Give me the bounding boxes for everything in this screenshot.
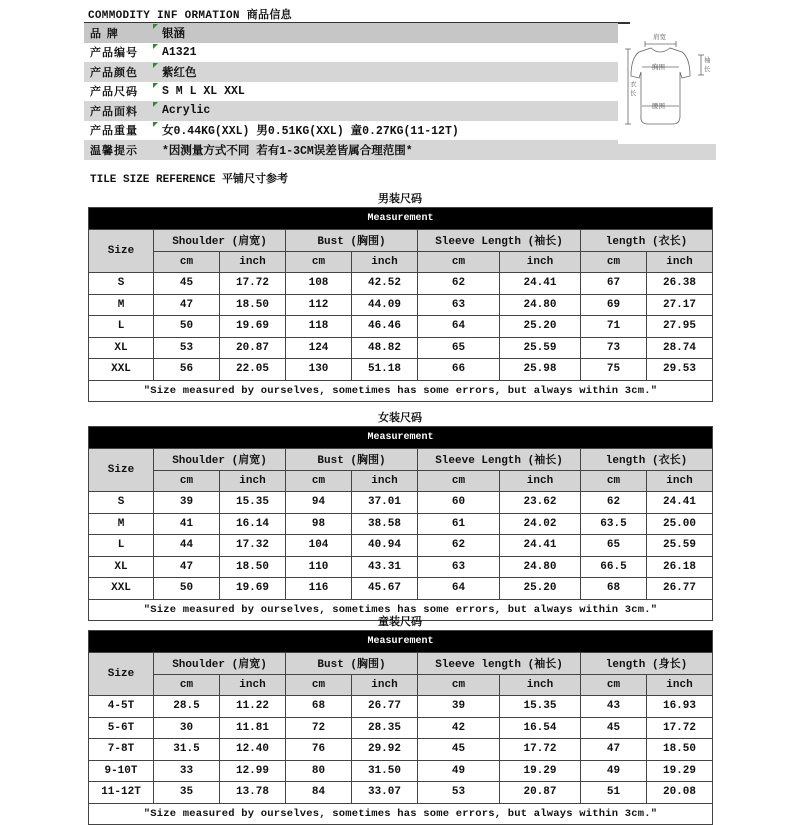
comment-marker-icon	[153, 44, 158, 49]
table-row	[89, 316, 713, 338]
size-cell: XL	[89, 337, 154, 359]
table-row	[89, 337, 713, 359]
table-row	[89, 294, 713, 316]
cell: 47	[154, 294, 220, 316]
unit-header: inch	[220, 470, 286, 492]
cell: 60	[418, 492, 500, 514]
cell: 45	[154, 273, 220, 295]
unit-header: inch	[647, 674, 713, 696]
cell: 15.35	[500, 696, 581, 718]
svg-text:长: 长	[630, 89, 637, 97]
size-cell: 7-8T	[89, 739, 154, 761]
info-value: 紫红色	[162, 66, 197, 80]
cell: 42	[418, 717, 500, 739]
cell: 41	[154, 513, 220, 535]
cell: 124	[286, 337, 352, 359]
shoulder-header: Shoulder (肩宽)	[154, 653, 286, 675]
cell: 66	[418, 359, 500, 381]
cell: 24.41	[500, 273, 581, 295]
cell: 64	[418, 578, 500, 600]
cell: 112	[286, 294, 352, 316]
cell: 18.50	[220, 556, 286, 578]
info-label: 产品颜色	[90, 65, 138, 79]
cell: 17.72	[500, 739, 581, 761]
cell: 35	[154, 782, 220, 804]
cell: 38.58	[352, 513, 418, 535]
cell: 49	[581, 760, 647, 782]
cell: 26.77	[352, 696, 418, 718]
cell: 37.01	[352, 492, 418, 514]
unit-header: cm	[286, 251, 352, 273]
cell: 24.80	[500, 294, 581, 316]
cell: 25.59	[500, 337, 581, 359]
cell: 42.52	[352, 273, 418, 295]
info-label: 产品尺码	[90, 85, 138, 99]
cell: 43.31	[352, 556, 418, 578]
info-label: 产品重量	[90, 124, 138, 138]
unit-header: cm	[418, 251, 500, 273]
size-cell: XXL	[89, 359, 154, 381]
table-row	[89, 556, 713, 578]
cell: 45.67	[352, 578, 418, 600]
cell: 28.35	[352, 717, 418, 739]
cell: 45	[418, 739, 500, 761]
cell: 63	[418, 556, 500, 578]
cell: 23.62	[500, 492, 581, 514]
comment-marker-icon	[153, 102, 158, 107]
cell: 19.29	[647, 760, 713, 782]
waist-label: 腰围	[652, 102, 665, 110]
cell: 62	[418, 535, 500, 557]
cell: 27.95	[647, 316, 713, 338]
unit-header: cm	[286, 674, 352, 696]
info-row-brand	[84, 23, 618, 43]
tshirt-icon	[618, 24, 718, 144]
info-label: 温馨提示	[90, 143, 138, 157]
size-note: "Size measured by ourselves, sometimes has some errors, but always within 3cm."	[89, 599, 713, 620]
cell: 62	[418, 273, 500, 295]
cell: 18.50	[220, 294, 286, 316]
comment-marker-icon	[153, 24, 158, 29]
cell: 29.92	[352, 739, 418, 761]
size-header: Size	[89, 230, 154, 273]
cell: 25.00	[647, 513, 713, 535]
unit-header: cm	[581, 674, 647, 696]
unit-header: cm	[154, 251, 220, 273]
size-cell: M	[89, 513, 154, 535]
table-row	[89, 760, 713, 782]
unit-header: cm	[154, 470, 220, 492]
cell: 50	[154, 578, 220, 600]
table-row	[89, 359, 713, 381]
cell: 25.98	[500, 359, 581, 381]
cell: 19.69	[220, 316, 286, 338]
cell: 11.22	[220, 696, 286, 718]
cell: 63.5	[581, 513, 647, 535]
bust-header: Bust (胸围)	[286, 449, 418, 471]
cell: 46.46	[352, 316, 418, 338]
info-row-sizes	[84, 82, 618, 102]
size-cell: S	[89, 273, 154, 295]
cell: 50	[154, 316, 220, 338]
size-note: "Size measured by ourselves, sometimes has some errors, but always within 3cm."	[89, 380, 713, 401]
table-row	[89, 739, 713, 761]
cell: 68	[286, 696, 352, 718]
length-label: 衣	[630, 80, 637, 88]
info-value: S M L XL XXL	[162, 84, 245, 98]
cell: 12.99	[220, 760, 286, 782]
unit-header: cm	[286, 470, 352, 492]
size-cell: 9-10T	[89, 760, 154, 782]
unit-header: inch	[220, 251, 286, 273]
cell: 30	[154, 717, 220, 739]
size-note: "Size measured by ourselves, sometimes has some errors, but always within 3cm."	[89, 803, 713, 824]
cell: 25.20	[500, 578, 581, 600]
unit-header: inch	[647, 251, 713, 273]
cell: 28.74	[647, 337, 713, 359]
comment-marker-icon	[153, 83, 158, 88]
cell: 26.77	[647, 578, 713, 600]
cell: 24.41	[500, 535, 581, 557]
cell: 24.41	[647, 492, 713, 514]
cell: 26.18	[647, 556, 713, 578]
size-cell: M	[89, 294, 154, 316]
size-cell: 5-6T	[89, 717, 154, 739]
cell: 49	[418, 760, 500, 782]
cell: 33	[154, 760, 220, 782]
cell: 53	[154, 337, 220, 359]
comment-marker-icon	[153, 63, 158, 68]
mens-size-title: 男装尺码	[378, 192, 422, 205]
cell: 72	[286, 717, 352, 739]
table-row	[89, 273, 713, 295]
kids-size-table	[88, 630, 713, 825]
cell: 24.02	[500, 513, 581, 535]
size-header: Size	[89, 449, 154, 492]
sleeve-header: Sleeve Length (袖长)	[418, 230, 581, 252]
unit-header: cm	[154, 674, 220, 696]
table-row	[89, 535, 713, 557]
cell: 39	[418, 696, 500, 718]
cell: 13.78	[220, 782, 286, 804]
unit-header: inch	[647, 470, 713, 492]
cell: 19.69	[220, 578, 286, 600]
cell: 98	[286, 513, 352, 535]
chest-label: 胸围	[652, 63, 665, 71]
cell: 94	[286, 492, 352, 514]
cell: 31.50	[352, 760, 418, 782]
cell: 69	[581, 294, 647, 316]
bust-header: Bust (胸围)	[286, 653, 418, 675]
unit-header: cm	[418, 674, 500, 696]
measurement-header: Measurement	[89, 208, 713, 230]
cell: 110	[286, 556, 352, 578]
table-row	[89, 696, 713, 718]
tshirt-measurement-diagram	[618, 24, 718, 144]
cell: 51.18	[352, 359, 418, 381]
length-header: length (衣长)	[581, 449, 713, 471]
cell: 11.81	[220, 717, 286, 739]
table-row	[89, 578, 713, 600]
size-cell: L	[89, 535, 154, 557]
cell: 20.87	[500, 782, 581, 804]
cell: 63	[418, 294, 500, 316]
sleeve-header: Sleeve Length (袖长)	[418, 449, 581, 471]
info-row-product-code	[84, 43, 618, 63]
cell: 47	[154, 556, 220, 578]
sleeve-label: 袖	[704, 56, 711, 64]
svg-text:长: 长	[704, 65, 711, 73]
table-row	[89, 513, 713, 535]
cell: 118	[286, 316, 352, 338]
info-value: Acrylic	[162, 104, 211, 118]
cell: 17.72	[647, 717, 713, 739]
cell: 17.72	[220, 273, 286, 295]
cell: 26.38	[647, 273, 713, 295]
cell: 73	[581, 337, 647, 359]
info-label: 产品面料	[90, 104, 138, 118]
cell: 15.35	[220, 492, 286, 514]
unit-header: inch	[500, 470, 581, 492]
cell: 48.82	[352, 337, 418, 359]
sleeve-header: Sleeve length (袖长)	[418, 653, 581, 675]
cell: 104	[286, 535, 352, 557]
cell: 19.29	[500, 760, 581, 782]
info-value: *因测量方式不同 若有1-3CM误差皆属合理范围*	[162, 144, 413, 158]
cell: 64	[418, 316, 500, 338]
shoulder-header: Shoulder (肩宽)	[154, 449, 286, 471]
cell: 25.20	[500, 316, 581, 338]
cell: 25.59	[647, 535, 713, 557]
cell: 84	[286, 782, 352, 804]
cell: 76	[286, 739, 352, 761]
unit-header: cm	[581, 470, 647, 492]
cell: 44	[154, 535, 220, 557]
unit-header: cm	[581, 251, 647, 273]
shoulder-label: 肩宽	[653, 33, 666, 41]
info-row-color	[84, 62, 618, 82]
measurement-header: Measurement	[89, 427, 713, 449]
size-header: Size	[89, 653, 154, 696]
cell: 65	[581, 535, 647, 557]
length-header: length (身长)	[581, 653, 713, 675]
size-cell: 11-12T	[89, 782, 154, 804]
womens-size-title: 女装尺码	[378, 411, 422, 424]
cell: 27.17	[647, 294, 713, 316]
cell: 62	[581, 492, 647, 514]
commodity-info-title: COMMODITY INF ORMATION 商品信息	[88, 10, 292, 22]
cell: 53	[418, 782, 500, 804]
cell: 68	[581, 578, 647, 600]
cell: 67	[581, 273, 647, 295]
cell: 16.14	[220, 513, 286, 535]
unit-header: inch	[500, 251, 581, 273]
cell: 108	[286, 273, 352, 295]
cell: 40.94	[352, 535, 418, 557]
kids-size-title: 童装尺码	[378, 615, 422, 628]
info-label: 品 牌	[90, 26, 119, 40]
cell: 12.40	[220, 739, 286, 761]
cell: 130	[286, 359, 352, 381]
cell: 44.09	[352, 294, 418, 316]
measurement-header: Measurement	[89, 631, 713, 653]
unit-header: inch	[352, 470, 418, 492]
unit-header: inch	[220, 674, 286, 696]
cell: 45	[581, 717, 647, 739]
cell: 16.93	[647, 696, 713, 718]
info-value: A1321	[162, 45, 197, 59]
cell: 16.54	[500, 717, 581, 739]
cell: 80	[286, 760, 352, 782]
cell: 116	[286, 578, 352, 600]
unit-header: inch	[352, 251, 418, 273]
cell: 17.32	[220, 535, 286, 557]
shoulder-header: Shoulder (肩宽)	[154, 230, 286, 252]
mens-size-table	[88, 207, 713, 402]
info-value: 女0.44KG(XXL) 男0.51KG(XXL) 童0.27KG(11-12T)	[162, 125, 459, 139]
size-cell: S	[89, 492, 154, 514]
unit-header: inch	[500, 674, 581, 696]
cell: 47	[581, 739, 647, 761]
size-cell: XL	[89, 556, 154, 578]
size-cell: L	[89, 316, 154, 338]
cell: 29.53	[647, 359, 713, 381]
cell: 33.07	[352, 782, 418, 804]
unit-header: cm	[418, 470, 500, 492]
cell: 18.50	[647, 739, 713, 761]
womens-size-table	[88, 426, 713, 621]
cell: 51	[581, 782, 647, 804]
info-label: 产品编号	[90, 46, 138, 60]
cell: 20.08	[647, 782, 713, 804]
bust-header: Bust (胸围)	[286, 230, 418, 252]
cell: 65	[418, 337, 500, 359]
cell: 56	[154, 359, 220, 381]
cell: 71	[581, 316, 647, 338]
table-row	[89, 492, 713, 514]
tile-size-reference-title: TILE SIZE REFERENCE 平铺尺寸参考	[90, 174, 289, 186]
length-header: length (衣长)	[581, 230, 713, 252]
cell: 75	[581, 359, 647, 381]
comment-marker-icon	[153, 122, 158, 127]
cell: 39	[154, 492, 220, 514]
cell: 43	[581, 696, 647, 718]
unit-header: inch	[352, 674, 418, 696]
info-value: 银涵	[162, 27, 185, 41]
info-row-fabric	[84, 101, 618, 121]
cell: 31.5	[154, 739, 220, 761]
cell: 66.5	[581, 556, 647, 578]
size-cell: XXL	[89, 578, 154, 600]
cell: 24.80	[500, 556, 581, 578]
size-cell: 4-5T	[89, 696, 154, 718]
table-row	[89, 717, 713, 739]
cell: 61	[418, 513, 500, 535]
info-row-weight	[84, 121, 618, 141]
cell: 22.05	[220, 359, 286, 381]
cell: 20.87	[220, 337, 286, 359]
cell: 28.5	[154, 696, 220, 718]
